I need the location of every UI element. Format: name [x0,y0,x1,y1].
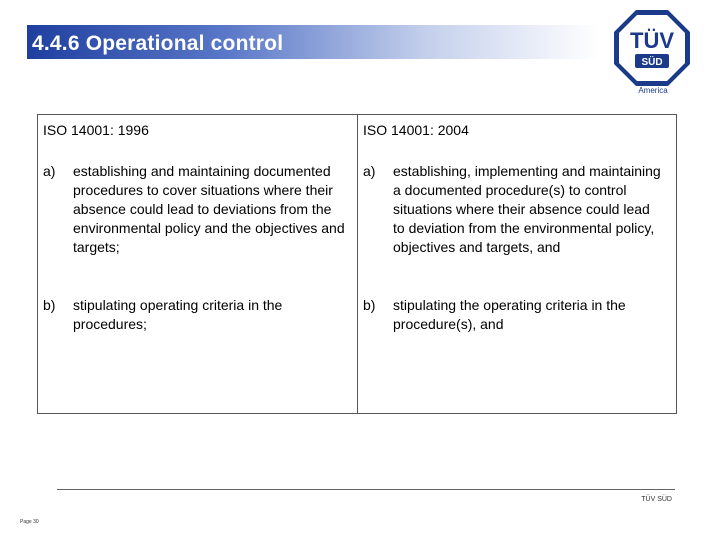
item-text: stipulating the operating criteria in the procedure(s), and [393,297,626,332]
footer-brand: TÜV SÜD [641,496,672,503]
page-number: Page 30 [20,519,39,525]
item-text: stipulating operating criteria in the procedures; [73,297,283,332]
page-title: 4.4.6 Operational control [32,32,284,55]
logo-region: America [638,86,668,95]
item-text: establishing, implementing and maintaining a documented procedure(s) to control situations where their absence could lead to deviation from the environmental policy, objectives and targets, and [393,163,661,255]
comparison-table [37,114,677,414]
tuv-sud-logo [612,8,692,88]
logo-sub: SÜD [641,57,663,68]
item-marker: b) [363,297,376,313]
item-marker: a) [363,163,376,179]
column-header: ISO 14001: 2004 [363,122,469,138]
footer-divider [57,489,675,490]
item-text: establishing and maintaining documented procedures to cover situations where their absence could lead to deviations from the environmental policy and the objectives and targets; [73,163,345,255]
item-marker: b) [43,297,56,313]
logo-brand: TÜV [630,28,674,53]
column-iso-2004 [358,115,677,413]
column-header: ISO 14001: 1996 [43,122,149,138]
item-marker: a) [43,163,56,179]
column-iso-1996 [38,115,357,413]
